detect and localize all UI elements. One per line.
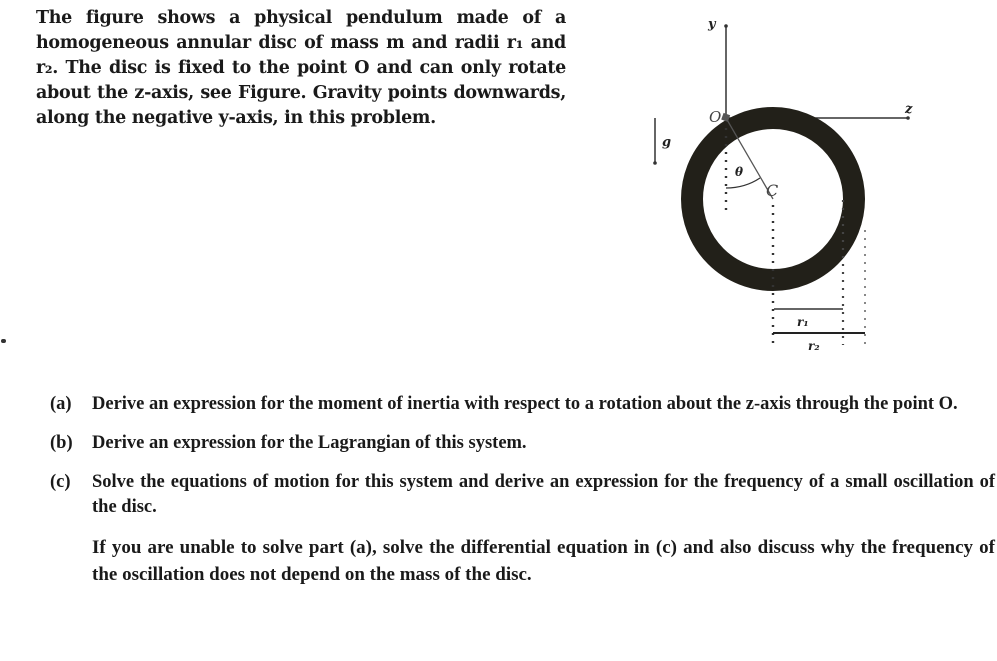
question-text: Derive an expression for the moment of inertia with respect to a rotation about the z-axis through the point O. <box>92 394 958 414</box>
question-label: (c) <box>50 472 71 492</box>
intro-text: The figure shows a physical pendulum made of a homogeneous annular disc of mass m and radii r₁ and r₂. The disc is fixed to the point O and can only rotate about the z-axis, see Figure. Gravity points downwards, along the negative y-axis, in this problem. <box>36 8 566 128</box>
gravity-label: g <box>662 135 672 150</box>
question-text: Derive an expression for the Lagrangian of this system. <box>92 433 527 453</box>
question-list <box>50 392 995 588</box>
origin-label: O <box>709 108 722 126</box>
pendulum-figure <box>630 0 950 360</box>
y-axis-label: y <box>708 17 716 32</box>
question-text: Solve the equations of motion for this system and derive an expression for the frequency of a small oscillation of the disc. <box>92 472 995 517</box>
question-c <box>50 470 995 520</box>
r1-label: r₁ <box>797 315 809 329</box>
question-b <box>50 431 995 456</box>
theta-label: θ <box>735 165 744 179</box>
question-label: (a) <box>50 394 72 414</box>
problem-intro <box>36 6 566 131</box>
question-label: (b) <box>50 433 73 453</box>
question-a <box>50 392 995 417</box>
r2-label: r₂ <box>808 339 820 353</box>
center-label: C <box>766 181 779 200</box>
margin-mark <box>1 339 6 343</box>
z-axis-label: z <box>905 102 913 117</box>
fallback-note: If you are unable to solve part (a), solve the differential equation in (c) and also discuss why the frequency of the oscillation does not depend on the mass of the disc. <box>92 537 995 585</box>
